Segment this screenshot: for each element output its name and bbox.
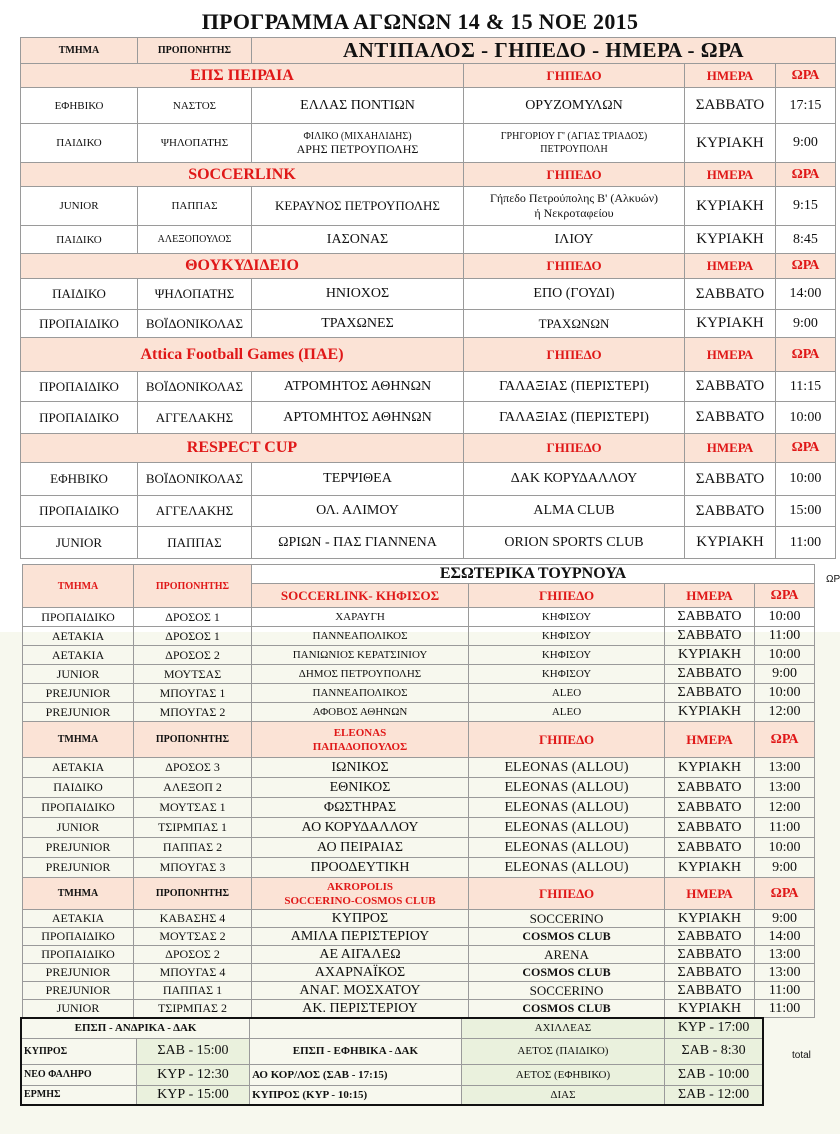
time-cell: 12:00 xyxy=(755,703,815,722)
section-header-row xyxy=(21,338,836,372)
field-cell: ΚΗΦΙΣΟΥ xyxy=(469,665,665,684)
day-cell: ΚΥΡΙΑΚΗ xyxy=(685,124,776,163)
coach-cell: ΑΛΕΞΟΠΟΥΛΟΣ xyxy=(138,226,252,254)
opponent-cell: ΤΕΡΨΙΘΕΑ xyxy=(252,463,464,496)
coach-cell: ΔΡΟΣΟΣ 2 xyxy=(134,646,252,665)
field-cell: ELEONAS (ALLOU) xyxy=(469,818,665,838)
day-cell: ΣΑΒΒΑΤΟ xyxy=(685,372,776,402)
time-cell: 9:00 xyxy=(755,858,815,878)
match-row xyxy=(23,910,815,928)
field-line: ΓΡΗΓΟΡΙΟΥ Γ' (ΑΓΙΑΣ ΤΡΙΑΔΟΣ) xyxy=(500,131,648,142)
match-row xyxy=(23,646,815,665)
match-row xyxy=(23,928,815,946)
day-label: ΗΜΕΡΑ xyxy=(685,338,776,372)
section-name: Attica Football Games (ΠΑΕ) xyxy=(21,338,464,372)
time-cell: 11:00 xyxy=(776,527,836,559)
opponent-cell: ΑΝΑΓ. ΜΟΣΧΑΤΟΥ xyxy=(252,982,469,1000)
day-cell: ΣΑΒΒΑΤΟ xyxy=(665,684,755,703)
team-cell: PREJUNIOR xyxy=(23,982,134,1000)
day-label: ΗΜΕΡΑ xyxy=(665,722,755,758)
field-label: ΓΗΠΕΔΟ xyxy=(464,163,685,187)
time-cell: 9:00 xyxy=(776,310,836,338)
match-row xyxy=(23,818,815,838)
coach-cell: ΠΑΠΠΑΣ xyxy=(138,527,252,559)
team-cell: ΠΑΙΔΙΚΟ xyxy=(21,124,138,163)
group-name-line: AKROPOLIS xyxy=(326,880,393,893)
field-cell: ΓΑΛΑΞΙΑΣ (ΠΕΡΙΣΤΕΡΙ) xyxy=(464,402,685,434)
match-row xyxy=(23,798,815,818)
field-cell: SOCCERINO xyxy=(469,910,665,928)
time-label: ΩΡΑ xyxy=(776,338,836,372)
day-cell: ΣΑΒΒΑΤΟ xyxy=(665,928,755,946)
team-cell: JUNIOR xyxy=(23,665,134,684)
team-cell: ΑΕΤΑΚΙΑ xyxy=(23,627,134,646)
section-header-row xyxy=(21,163,836,187)
team-cell: ΑΕΤΑΚΙΑ xyxy=(23,910,134,928)
group-name-line: ΠΑΠΑΔΟΠΟΥΛΟΣ xyxy=(312,740,408,753)
opponent-cell: ΙΩΝΙΚΟΣ xyxy=(252,758,469,778)
field-cell: ELEONAS (ALLOU) xyxy=(469,798,665,818)
day-label: ΗΜΕΡΑ xyxy=(685,64,776,88)
time-cell: 10:00 xyxy=(776,463,836,496)
opponent-cell: ΑΟ ΚΟΡΥΔΑΛΛΟΥ xyxy=(252,818,469,838)
day-label: ΗΜΕΡΑ xyxy=(665,584,755,608)
coach-cell: ΜΟΥΤΣΑΣ 2 xyxy=(134,928,252,946)
mid-value: ΑΟ ΚΟΡ/ΛΟΣ (ΣΑΒ - 17:15) xyxy=(250,1064,462,1085)
coach-column-header: ΠΡΟΠΟΝΗΤΗΣ xyxy=(134,565,252,608)
day-cell: ΣΑΒΒΑΤΟ xyxy=(685,88,776,124)
opponent-cell: ΑΡΤΟΜΗΤΟΣ ΑΘΗΝΩΝ xyxy=(252,402,464,434)
day-cell: ΚΥΡΙΑΚΗ xyxy=(665,1000,755,1018)
day-label: ΗΜΕΡΑ xyxy=(685,434,776,463)
field-label: ΓΗΠΕΔΟ xyxy=(469,878,665,910)
match-row xyxy=(21,279,836,310)
day-cell: ΚΥΡΙΑΚΗ xyxy=(685,310,776,338)
box-row xyxy=(21,1038,763,1064)
day-label: ΗΜΕΡΑ xyxy=(685,163,776,187)
group-name xyxy=(252,878,469,910)
group-name: SOCCERLINK- ΚΗΦΙΣΟΣ xyxy=(252,584,469,608)
time-cell: 17:15 xyxy=(776,88,836,124)
time-label: ΩΡΑ xyxy=(776,254,836,279)
left-label: ΚΥΠΡΟΣ xyxy=(21,1038,136,1064)
opponent-cell: ΕΛΛΑΣ ΠΟΝΤΙΩΝ xyxy=(252,88,464,124)
box-row xyxy=(21,1018,763,1038)
field-cell: ΚΗΦΙΣΟΥ xyxy=(469,627,665,646)
team-column-header: ΤΜΗΜΑ xyxy=(23,878,134,910)
team-cell: ΠΡΟΠΑΙΔΙΚΟ xyxy=(23,928,134,946)
field-cell: ORION SPORTS CLUB xyxy=(464,527,685,559)
coach-cell: ΜΠΟΥΓΑΣ 3 xyxy=(134,858,252,878)
opponent-cell: ΑΚ. ΠΕΡΙΣΤΕΡΙΟΥ xyxy=(252,1000,469,1018)
team-cell: PREJUNIOR xyxy=(23,838,134,858)
field-cell: ALEO xyxy=(469,684,665,703)
total-label: total xyxy=(792,1050,811,1061)
team-cell: ΠΡΟΠΑΙΔΙΚΟ xyxy=(21,372,138,402)
time-cell: 15:00 xyxy=(776,496,836,527)
opponent-cell: ΧΑΡΑΥΓΗ xyxy=(252,608,469,627)
field-cell: COSMOS CLUB xyxy=(469,928,665,946)
team-column-header: ΤΜΗΜΑ xyxy=(21,38,138,64)
group-name-line: SOCCERINO-COSMOS CLUB xyxy=(284,894,436,907)
match-row xyxy=(21,124,836,163)
field-cell: ΓΑΛΑΞΙΑΣ (ΠΕΡΙΣΤΕΡΙ) xyxy=(464,372,685,402)
time-label: ΩΡΑ xyxy=(755,722,815,758)
opponent-line: ΑΡΗΣ ΠΕΤΡΟΥΠΟΛΗΣ xyxy=(296,142,419,156)
section-header-row xyxy=(21,64,836,88)
match-row xyxy=(23,858,815,878)
day-cell: ΚΥΡΙΑΚΗ xyxy=(665,910,755,928)
team-cell: JUNIOR xyxy=(21,187,138,226)
group-header-row xyxy=(23,722,815,758)
match-row xyxy=(21,372,836,402)
field-cell: ARENA xyxy=(469,946,665,964)
right-label: ΑΕΤΟΣ (ΠΑΙΔΙΚΟ) xyxy=(461,1038,665,1064)
field-cell: ΚΗΦΙΣΟΥ xyxy=(469,608,665,627)
coach-column-header: ΠΡΟΠΟΝΗΤΗΣ xyxy=(134,722,252,758)
coach-cell: ΔΡΟΣΟΣ 1 xyxy=(134,627,252,646)
field-cell: SOCCERINO xyxy=(469,982,665,1000)
team-cell: JUNIOR xyxy=(23,1000,134,1018)
opponent-cell: ΑΦΟΒΟΣ ΑΘΗΝΩΝ xyxy=(252,703,469,722)
schedule-table xyxy=(20,37,836,559)
section-name: SOCCERLINK xyxy=(21,163,464,187)
time-cell: 9:00 xyxy=(755,910,815,928)
time-label: ΩΡΑ xyxy=(755,878,815,910)
opponent-cell xyxy=(252,124,464,163)
right-label: ΑΕΤΟΣ (ΕΦΗΒΙΚΟ) xyxy=(461,1064,665,1085)
opponent-cell: ΤΡΑΧΩΝΕΣ xyxy=(252,310,464,338)
opponent-cell: ΑΟ ΠΕΙΡΑΙΑΣ xyxy=(252,838,469,858)
team-cell: PREJUNIOR xyxy=(23,684,134,703)
match-row xyxy=(23,608,815,627)
main-column-header: ΑΝΤΙΠΑΛΟΣ - ΓΗΠΕΔΟ - ΗΜΕΡΑ - ΩΡΑ xyxy=(252,38,836,64)
team-cell: JUNIOR xyxy=(23,818,134,838)
youth-title: ΕΠΣΠ - ΕΦΗΒΙΚΑ - ΔΑΚ xyxy=(250,1038,462,1064)
section-header-row xyxy=(21,434,836,463)
field-cell xyxy=(464,124,685,163)
coach-cell: ΠΑΠΠΑΣ 2 xyxy=(134,838,252,858)
side-note: ΩΡ xyxy=(826,574,840,585)
page-title: ΠΡΟΓΡΑΜΜΑ ΑΓΩΝΩΝ 14 & 15 ΝΟΕ 2015 xyxy=(201,9,639,34)
field-cell: ΤΡΑΧΩΝΩΝ xyxy=(464,310,685,338)
team-cell: ΠΑΙΔΙΚΟ xyxy=(23,778,134,798)
match-row xyxy=(21,463,836,496)
coach-cell: ΚΑΒΑΣΗΣ 4 xyxy=(134,910,252,928)
day-cell: ΣΑΒΒΑΤΟ xyxy=(685,463,776,496)
match-row xyxy=(21,310,836,338)
day-cell: ΣΑΒΒΑΤΟ xyxy=(665,627,755,646)
match-row xyxy=(21,88,836,124)
opponent-cell: ΠΑΝΙΩΝΙΟΣ ΚΕΡΑΤΣΙΝΙΟΥ xyxy=(252,646,469,665)
match-row xyxy=(23,703,815,722)
team-cell: ΕΦΗΒΙΚΟ xyxy=(21,463,138,496)
day-cell: ΣΑΒΒΑΤΟ xyxy=(665,665,755,684)
opponent-cell: ΠΡΟΟΔΕΥΤΙΚΗ xyxy=(252,858,469,878)
time-cell: 10:00 xyxy=(755,608,815,627)
coach-cell: ΠΑΠΠΑΣ 1 xyxy=(134,982,252,1000)
match-row xyxy=(23,838,815,858)
opponent-cell: ΑΜΙΛΑ ΠΕΡΙΣΤΕΡΙΟΥ xyxy=(252,928,469,946)
opponent-cell: ΑΤΡΟΜΗΤΟΣ ΑΘΗΝΩΝ xyxy=(252,372,464,402)
tournaments-title: ΕΣΩΤΕΡΙΚΑ ΤΟΥΡΝΟΥΑ xyxy=(252,565,815,584)
team-cell: ΠΡΟΠΑΙΔΙΚΟ xyxy=(21,496,138,527)
team-cell: ΠΑΙΔΙΚΟ xyxy=(21,226,138,254)
time-cell: 12:00 xyxy=(755,798,815,818)
day-cell: ΚΥΡΙΑΚΗ xyxy=(665,646,755,665)
tournament-title-row xyxy=(23,565,815,584)
day-cell: ΣΑΒΒΑΤΟ xyxy=(665,818,755,838)
day-cell: ΣΑΒΒΑΤΟ xyxy=(685,496,776,527)
time-label: ΩΡΑ xyxy=(776,434,836,463)
coach-column-header: ΠΡΟΠΟΝΗΤΗΣ xyxy=(138,38,252,64)
team-cell: JUNIOR xyxy=(21,527,138,559)
opponent-cell: ΚΕΡΑΥΝΟΣ ΠΕΤΡΟΥΠΟΛΗΣ xyxy=(252,187,464,226)
time-label: ΩΡΑ xyxy=(776,163,836,187)
coach-cell: ΒΟΪΔΟΝΙΚΟΛΑΣ xyxy=(138,310,252,338)
time-label: ΩΡΑ xyxy=(776,64,836,88)
field-cell xyxy=(464,187,685,226)
field-cell: ELEONAS (ALLOU) xyxy=(469,758,665,778)
match-row xyxy=(21,527,836,559)
team-cell: ΠΡΟΠΑΙΔΙΚΟ xyxy=(23,946,134,964)
match-row xyxy=(21,496,836,527)
coach-cell: ΜΟΥΤΣΑΣ 1 xyxy=(134,798,252,818)
field-line: Γήπεδο Πετρούπολης Β' (Αλκυών) xyxy=(489,191,659,205)
left-value: ΚΥΡ - 12:30 xyxy=(136,1064,249,1085)
coach-cell: ΑΓΓΕΛΑΚΗΣ xyxy=(138,402,252,434)
mid-value: ΚΥΠΡΟΣ (ΚΥΡ - 10:15) xyxy=(250,1085,462,1105)
opponent-cell: ΔΗΜΟΣ ΠΕΤΡΟΥΠΟΛΗΣ xyxy=(252,665,469,684)
field-cell: ΙΛΙΟΥ xyxy=(464,226,685,254)
time-cell: 10:00 xyxy=(755,646,815,665)
day-cell: ΣΑΒΒΑΤΟ xyxy=(665,798,755,818)
day-cell: ΣΑΒΒΑΤΟ xyxy=(665,964,755,982)
day-cell: ΚΥΡΙΑΚΗ xyxy=(685,187,776,226)
match-row xyxy=(21,187,836,226)
field-cell: ELEONAS (ALLOU) xyxy=(469,858,665,878)
coach-cell: ΝΑΣΤΟΣ xyxy=(138,88,252,124)
coach-cell: ΑΓΓΕΛΑΚΗΣ xyxy=(138,496,252,527)
team-column-header: ΤΜΗΜΑ xyxy=(23,722,134,758)
left-value: ΣΑΒ - 15:00 xyxy=(136,1038,249,1064)
left-value: ΚΥΡ - 15:00 xyxy=(136,1085,249,1105)
team-cell: ΑΕΤΑΚΙΑ xyxy=(23,646,134,665)
section-header-row xyxy=(21,254,836,279)
time-cell: 8:45 xyxy=(776,226,836,254)
group-header-row xyxy=(23,878,815,910)
box-row xyxy=(21,1085,763,1105)
header-row xyxy=(21,38,836,64)
field-cell: ΕΠΟ (ΓΟΥΔΙ) xyxy=(464,279,685,310)
time-cell: 11:00 xyxy=(755,982,815,1000)
match-row xyxy=(23,627,815,646)
time-cell: 14:00 xyxy=(776,279,836,310)
coach-cell: ΑΛΕΞΟΠ 2 xyxy=(134,778,252,798)
section-name: ΕΠΣ ΠΕΙΡΑΙΑ xyxy=(21,64,464,88)
field-cell: ALEO xyxy=(469,703,665,722)
day-cell: ΣΑΒΒΑΤΟ xyxy=(685,402,776,434)
day-cell: ΣΑΒΒΑΤΟ xyxy=(665,608,755,627)
coach-cell: ΨΗΛΟΠΑΤΗΣ xyxy=(138,279,252,310)
day-cell: ΣΑΒΒΑΤΟ xyxy=(685,279,776,310)
time-cell: 10:00 xyxy=(755,684,815,703)
match-row xyxy=(21,226,836,254)
time-cell: 10:00 xyxy=(755,838,815,858)
coach-cell: ΒΟΪΔΟΝΙΚΟΛΑΣ xyxy=(138,463,252,496)
time-cell: 13:00 xyxy=(755,964,815,982)
team-cell: ΕΦΗΒΙΚΟ xyxy=(21,88,138,124)
team-cell: PREJUNIOR xyxy=(23,703,134,722)
day-label: ΗΜΕΡΑ xyxy=(665,878,755,910)
team-cell: ΠΑΙΔΙΚΟ xyxy=(21,279,138,310)
opponent-cell: ΟΛ. ΑΛΙΜΟΥ xyxy=(252,496,464,527)
opponent-cell: ΑΧΑΡΝΑΪΚΟΣ xyxy=(252,964,469,982)
match-row xyxy=(23,758,815,778)
coach-cell: ΔΡΟΣΟΣ 1 xyxy=(134,608,252,627)
team-cell: ΠΡΟΠΑΙΔΙΚΟ xyxy=(21,310,138,338)
match-row xyxy=(21,402,836,434)
opponent-line: ΦΙΛΙΚΟ (ΜΙΧΑΗΛΙΔΗΣ) xyxy=(303,131,412,142)
section-name: RESPECT CUP xyxy=(21,434,464,463)
match-row xyxy=(23,665,815,684)
match-row xyxy=(23,778,815,798)
field-line: ή Νεκροταφείου xyxy=(534,206,614,220)
team-column-header: ΤΜΗΜΑ xyxy=(23,565,134,608)
field-cell: ΔΑΚ ΚΟΡΥΔΑΛΛΟΥ xyxy=(464,463,685,496)
team-cell: ΑΕΤΑΚΙΑ xyxy=(23,758,134,778)
group-name xyxy=(252,722,469,758)
tournaments-table xyxy=(22,564,815,1018)
time-cell: 11:00 xyxy=(755,627,815,646)
opponent-cell: ΦΩΣΤΗΡΑΣ xyxy=(252,798,469,818)
right-label: ΔΙΑΣ xyxy=(461,1085,665,1105)
day-cell: ΚΥΡΙΑΚΗ xyxy=(665,758,755,778)
field-cell: COSMOS CLUB xyxy=(469,1000,665,1018)
opponent-cell: ΕΘΝΙΚΟΣ xyxy=(252,778,469,798)
right-value: ΣΑΒ - 8:30 xyxy=(665,1038,763,1064)
coach-column-header: ΠΡΟΠΟΝΗΤΗΣ xyxy=(134,878,252,910)
team-cell: ΠΡΟΠΑΙΔΙΚΟ xyxy=(21,402,138,434)
box-row xyxy=(21,1064,763,1085)
time-cell: 9:15 xyxy=(776,187,836,226)
team-cell: PREJUNIOR xyxy=(23,964,134,982)
coach-cell: ΜΠΟΥΓΑΣ 1 xyxy=(134,684,252,703)
coach-cell: ΜΠΟΥΓΑΣ 4 xyxy=(134,964,252,982)
time-cell: 11:15 xyxy=(776,372,836,402)
section-name: ΘΟΥΚΥΔΙΔΕΙΟ xyxy=(21,254,464,279)
day-cell: ΣΑΒΒΑΤΟ xyxy=(665,838,755,858)
field-cell: ALMA CLUB xyxy=(464,496,685,527)
time-cell: 10:00 xyxy=(776,402,836,434)
field-cell: ΚΗΦΙΣΟΥ xyxy=(469,646,665,665)
field-label: ΓΗΠΕΔΟ xyxy=(464,254,685,279)
time-cell: 13:00 xyxy=(755,946,815,964)
day-cell: ΚΥΡΙΑΚΗ xyxy=(685,527,776,559)
team-cell: PREJUNIOR xyxy=(23,858,134,878)
day-cell: ΣΑΒΒΑΤΟ xyxy=(665,946,755,964)
empty-cell xyxy=(250,1018,462,1038)
field-label: ΓΗΠΕΔΟ xyxy=(464,434,685,463)
day-cell: ΣΑΒΒΑΤΟ xyxy=(665,778,755,798)
opponent-cell: ΩΡΙΩΝ - ΠΑΣ ΓΙΑΝΝΕΝΑ xyxy=(252,527,464,559)
opponent-cell: ΠΑΝΝΕΑΠΟΛΙΚΟΣ xyxy=(252,684,469,703)
day-cell: ΣΑΒΒΑΤΟ xyxy=(665,982,755,1000)
time-cell: 13:00 xyxy=(755,778,815,798)
field-label: ΓΗΠΕΔΟ xyxy=(464,64,685,88)
coach-cell: ΜΠΟΥΓΑΣ 2 xyxy=(134,703,252,722)
right-value: ΣΑΒ - 12:00 xyxy=(665,1085,763,1105)
opponent-cell: ΚΥΠΡΟΣ xyxy=(252,910,469,928)
coach-cell: ΠΑΠΠΑΣ xyxy=(138,187,252,226)
coach-cell: ΔΡΟΣΟΣ 3 xyxy=(134,758,252,778)
field-label: ΓΗΠΕΔΟ xyxy=(469,722,665,758)
match-row xyxy=(23,946,815,964)
day-cell: ΚΥΡΙΑΚΗ xyxy=(685,226,776,254)
team-cell: ΠΡΟΠΑΙΔΙΚΟ xyxy=(23,608,134,627)
men-title: ΕΠΣΠ - ΑΝΔΡΙΚΑ - ΔΑΚ xyxy=(21,1018,250,1038)
coach-cell: ΔΡΟΣΟΣ 2 xyxy=(134,946,252,964)
day-label: ΗΜΕΡΑ xyxy=(685,254,776,279)
field-cell: ΟΡΥΖΟΜΥΛΩΝ xyxy=(464,88,685,124)
opponent-cell: ΗΝΙΟΧΟΣ xyxy=(252,279,464,310)
field-line: ΠΕΤΡΟΥΠΟΛΗ xyxy=(540,144,608,155)
dak-schedule-box xyxy=(20,1017,764,1106)
time-cell: 13:00 xyxy=(755,758,815,778)
coach-cell: ΤΣΙΡΜΠΑΣ 2 xyxy=(134,1000,252,1018)
time-cell: 9:00 xyxy=(755,665,815,684)
coach-cell: ΤΣΙΡΜΠΑΣ 1 xyxy=(134,818,252,838)
time-label: ΩΡΑ xyxy=(755,584,815,608)
right-value: ΚΥΡ - 17:00 xyxy=(665,1018,763,1038)
right-label: ΑΧΙΛΛΕΑΣ xyxy=(461,1018,665,1038)
day-cell: ΚΥΡΙΑΚΗ xyxy=(665,858,755,878)
left-label: ΝΕΟ ΦΑΛΗΡΟ xyxy=(21,1064,136,1085)
group-name-line: ELEONAS xyxy=(333,726,387,739)
field-label: ΓΗΠΕΔΟ xyxy=(464,338,685,372)
opponent-cell: ΙΑΣΟΝΑΣ xyxy=(252,226,464,254)
coach-cell: ΨΗΛΟΠΑΤΗΣ xyxy=(138,124,252,163)
field-cell: ELEONAS (ALLOU) xyxy=(469,838,665,858)
match-row xyxy=(23,982,815,1000)
match-row xyxy=(23,1000,815,1018)
left-label: ΕΡΜΗΣ xyxy=(21,1085,136,1105)
opponent-cell: ΠΑΝΝΕΑΠΟΛΙΚΟΣ xyxy=(252,627,469,646)
match-row xyxy=(23,684,815,703)
time-cell: 11:00 xyxy=(755,818,815,838)
time-cell: 14:00 xyxy=(755,928,815,946)
right-value: ΣΑΒ - 10:00 xyxy=(665,1064,763,1085)
team-cell: ΠΡΟΠΑΙΔΙΚΟ xyxy=(23,798,134,818)
field-cell: ELEONAS (ALLOU) xyxy=(469,778,665,798)
time-cell: 9:00 xyxy=(776,124,836,163)
coach-cell: ΒΟΪΔΟΝΙΚΟΛΑΣ xyxy=(138,372,252,402)
coach-cell: ΜΟΥΤΣΑΣ xyxy=(134,665,252,684)
time-cell: 11:00 xyxy=(755,1000,815,1018)
opponent-cell: ΑΕ ΑΙΓΑΛΕΩ xyxy=(252,946,469,964)
match-row xyxy=(23,964,815,982)
field-cell: COSMOS CLUB xyxy=(469,964,665,982)
day-cell: ΚΥΡΙΑΚΗ xyxy=(665,703,755,722)
field-label: ΓΗΠΕΔΟ xyxy=(469,584,665,608)
